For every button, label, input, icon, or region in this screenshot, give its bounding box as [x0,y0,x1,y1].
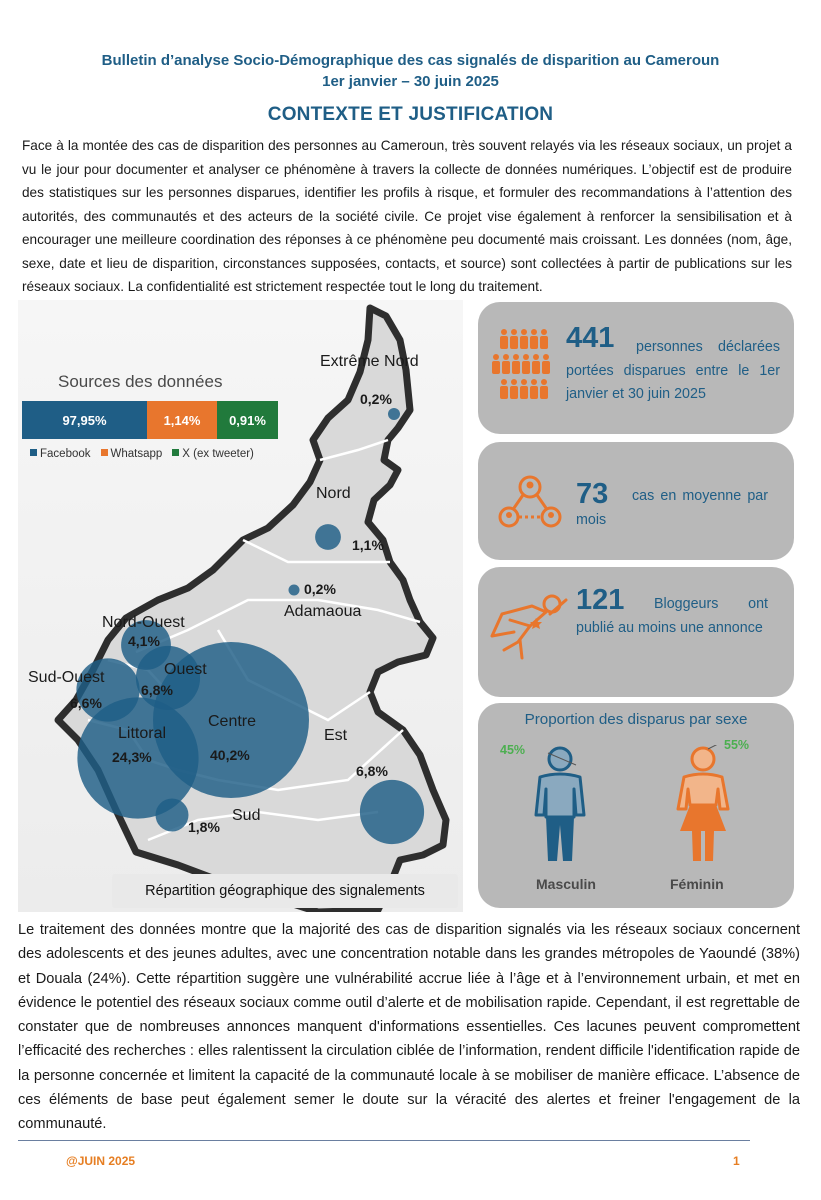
region-bubble-extr-me-nord [388,408,400,420]
legend-label: Whatsapp [110,448,163,460]
source-bar-whatsapp: 1,14% [147,401,217,439]
male-percentage: 45% [500,743,526,757]
monthly-text: cas en moyenne par mois [576,488,768,528]
group-of-people-icon [490,325,562,405]
sources-legend [30,448,254,460]
region-pct-centre: 40,2% [210,747,250,763]
intro-paragraph: Face à la montée des cas de disparition des personnes au Cameroun, très souvent relayés via les réseaux sociaux, un projet a vu le jour pour documenter et analyser ce phénomène à travers la collecte de données numériques. L’objectif est de produire des statistiques sur les personnes disparues, identifier les profils à risque, et formuler des recommandations à l’attention des autorités, des communautés et des acteurs de la société civile. Ce projet vise également à renforcer la sensibilisation et à encourager une meilleure coordination des réponses à ce phénomène peu documenté mais croissant. Les données (nom, âge, sexe, date et lieu de disparition, circonstances supposées, contacts, et source) sont collectées à partir de publications sur les réseaux sociaux. La confidentialité est strictement respectée tout le long du traitement. [22,138,792,294]
region-label-nord-ouest: Nord-Ouest [102,614,185,631]
bloggers-number: 121 [576,584,625,616]
person-head [493,354,499,360]
person-head [543,354,549,360]
person-head [521,329,527,335]
person-body [500,336,508,349]
person-body [500,386,508,399]
legend-label: X (ex tweeter) [182,448,254,460]
region-label-sud: Sud [232,807,261,824]
superhero-icon [490,592,570,664]
male-label: Masculin [536,876,596,892]
male-figure-icon [530,745,590,865]
person-body [522,361,530,374]
legend-label: Facebook [40,448,91,460]
persons-text-block: personnes déclarées portées disparues entre le 1er janvier et 30 juin 2025 [566,339,780,402]
female-percentage: 55% [724,738,750,752]
region-bubble-est [360,780,424,844]
person-head [511,329,517,335]
region-pct-sud-ouest: 6,6% [70,695,102,711]
person-body [502,361,510,374]
legend-swatch [101,449,108,456]
legend-item-facebook [30,448,91,460]
source-bar-x: 0,91% [217,401,278,439]
person-head [541,379,547,385]
region-pct-adamaoua: 0,2% [304,581,336,597]
person-body [532,361,540,374]
person-body [512,361,520,374]
person-body [540,386,548,399]
section-heading: CONTEXTE ET JUSTIFICATION [267,104,554,125]
region-label-centre: Centre [208,713,257,730]
region-bubble-adamaoua [289,585,300,596]
footer-date: @JUIN 2025 [66,1154,136,1168]
region-bubble-nord [315,524,341,550]
person-head [513,354,519,360]
legend-swatch [30,449,37,456]
region-pct-ouest: 6,8% [141,682,173,698]
persons-number: 441 [566,322,615,354]
sources-chart-title: Sources des données [58,372,223,391]
person-body [520,386,528,399]
region-label-sud-ouest: Sud-Ouest [28,669,105,686]
region-pct-extreme-nord: 0,2% [360,391,392,407]
region-pct-nord-ouest: 4,1% [128,633,160,649]
region-label-littoral: Littoral [118,725,167,742]
person-head [501,379,507,385]
person-body [520,336,528,349]
person-head [503,354,509,360]
analysis-paragraph: Le traitement des données montre que la majorité des cas de disparition signalés via les réseaux sociaux concernent des adolescents et des jeunes adultes, avec une concentration notable dans les grandes métropoles de Yaoundé (38%) et Douala (24%). Cette répartition suggère une vulnérabilité accrue liée à l’âge et à l’environnement urbain, et met en évidence le potentiel des réseaux sociaux comme outil d’alerte et de mobilisation rapide. Cependant, il est regrettable de constater que de nombreuses annonces manquent d'informations essentielles. Ces lacunes peuvent compromettent l’efficacité des recherches : elles ralentissent la circulation ciblée de l’information, rendent difficile l'identification rapide de la personne concernée et limitent la capacité de la communauté locale à se mobiliser de manière efficace. L’absence de ces éléments de base peut également semer le doute sur la véracité des alertes et freiner l'engagement de la communauté. [18,922,800,1133]
person-body [542,361,550,374]
bulletin-title: Bulletin d’analyse Socio-Démographique des cas signalés de disparition au Cameroun [101,52,720,69]
region-label-nord: Nord [316,485,351,502]
region-pct-nord: 1,1% [352,537,384,553]
sex-proportion-title: Proportion des disparus par sexe [524,711,748,728]
legend-item-whatsapp [101,448,163,460]
person-body [510,336,518,349]
person-head [501,329,507,335]
bloggers-text: Bloggeurs ont publié au moins une annonce [576,596,768,636]
region-pct-littoral: 24,3% [112,749,152,765]
person-body [492,361,500,374]
region-label-extreme-nord: Extrême Nord [320,353,419,370]
female-figure-icon [668,745,738,865]
region-label-est: Est [324,727,348,744]
person-head [531,379,537,385]
legend-item-x [172,448,254,460]
region-label-ouest: Ouest [164,661,207,678]
region-bubble-sud [156,799,189,832]
person-body [530,386,538,399]
person-body [540,336,548,349]
network-people-icon [495,475,565,530]
person-head [541,329,547,335]
legend-swatch [172,449,179,456]
map-caption: Répartition géographique des signalements [112,874,458,908]
person-head [523,354,529,360]
monthly-number: 73 [576,478,609,510]
person-head [511,379,517,385]
sex-proportion-card [478,703,794,908]
source-bar-facebook: 97,95% [22,401,147,439]
bulletin-period: 1er janvier – 30 juin 2025 [322,73,499,90]
person-head [521,379,527,385]
region-pct-est: 6,8% [356,763,388,779]
person-body [510,386,518,399]
page-number: 1 [733,1154,740,1168]
person-body [530,336,538,349]
female-label: Féminin [670,876,724,892]
footer-divider [18,1140,750,1141]
region-label-adamaoua: Adamaoua [284,603,362,620]
person-head [533,354,539,360]
region-pct-sud: 1,8% [188,819,220,835]
person-head [531,329,537,335]
